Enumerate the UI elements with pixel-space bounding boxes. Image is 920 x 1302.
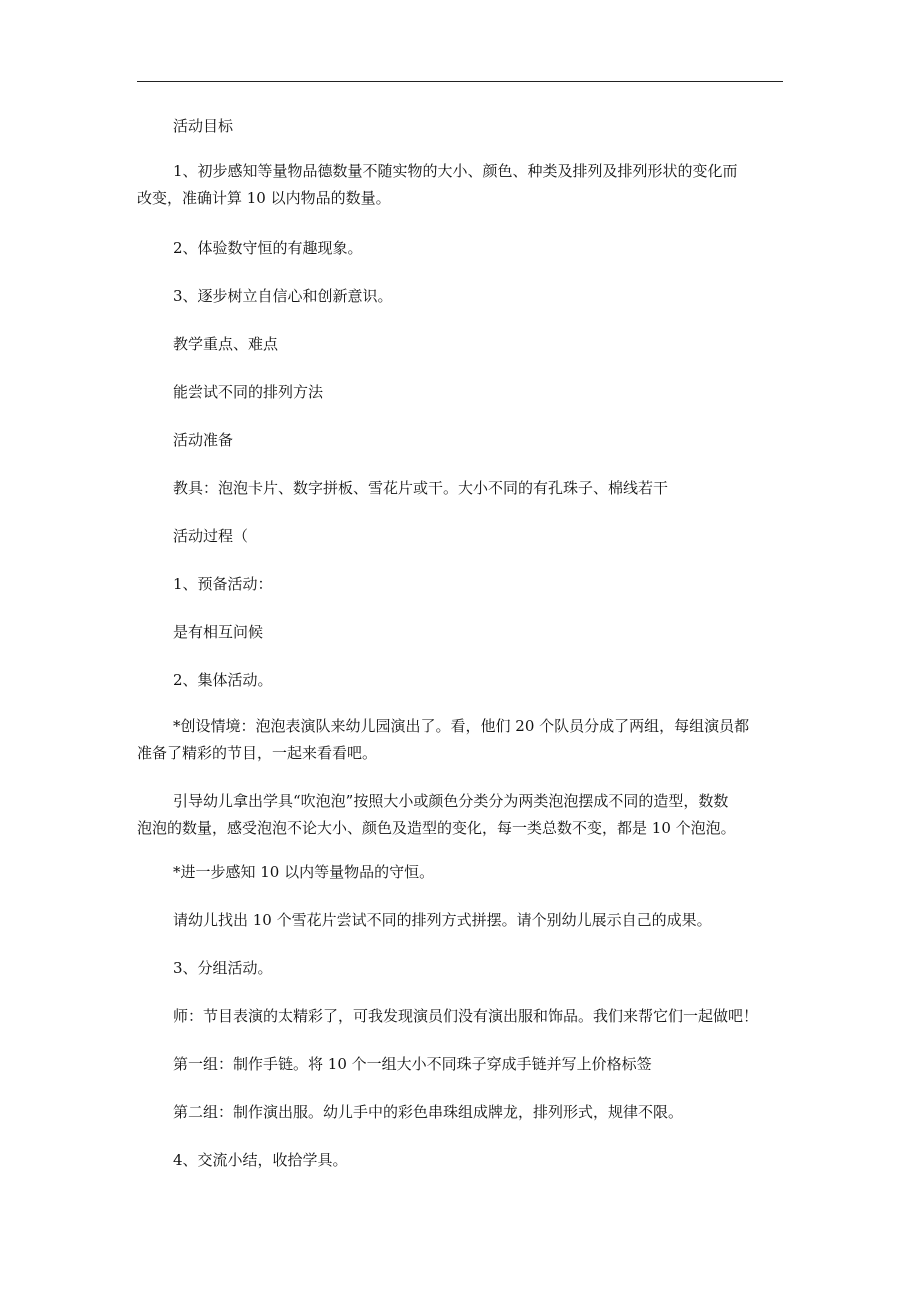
goal-1-line-1: 1、初步感知等量物品德数量不随实物的大小、颜色、种类及排列及排列形状的变化而 — [173, 162, 738, 180]
section-process-title: 活动过程（ — [173, 527, 249, 545]
step-1-text: 是有相互问候 — [173, 623, 264, 641]
goal-2: 2、体验数守恒的有趣现象。 — [173, 239, 363, 257]
step-3: 3、分组活动。 — [173, 959, 273, 977]
key-points-text: 能尝试不同的排列方法 — [173, 383, 324, 401]
snowflake-text: 请幼儿找出 10 个雪花片尝试不同的排列方式拼摆。请个别幼儿展示自己的成果。 — [173, 911, 712, 929]
step-1: 1、预备活动： — [173, 575, 273, 593]
guide-line-1: 引导幼儿拿出学具“吹泡泡”按照大小或颜色分类分为两类泡泡摆成不同的造型，数数 — [173, 792, 729, 810]
scenario-line-2: 准备了精彩的节目，一起来看看吧。 — [137, 744, 378, 762]
step-2: 2、集体活动。 — [173, 671, 273, 689]
scenario-line-1: *创设情境：泡泡表演队来幼儿园演出了。看，他们 20 个队员分成了两组，每组演员都 — [173, 717, 750, 735]
group-2-text: 第二组：制作演出服。幼儿手中的彩色串珠组成牌龙，排列形式，规律不限。 — [173, 1103, 684, 1121]
section-goals-title: 活动目标 — [173, 117, 234, 135]
further-text: *进一步感知 10 以内等量物品的守恒。 — [173, 863, 435, 881]
preparation-text: 教具：泡泡卡片、数字拼板、雪花片或干。大小不同的有孔珠子、棉线若干 — [173, 479, 669, 497]
guide-line-2: 泡泡的数量，感受泡泡不论大小、颜色及造型的变化，每一类总数不变，都是 10 个泡泡。 — [137, 819, 736, 837]
goal-3: 3、逐步树立自信心和创新意识。 — [173, 287, 393, 305]
header-rule — [137, 81, 783, 82]
guide-paragraph — [137, 788, 783, 842]
scenario-paragraph — [137, 713, 783, 767]
group-1-text: 第一组：制作手链。将 10 个一组大小不同珠子穿成手链并写上价格标签 — [173, 1055, 652, 1073]
section-key-points-title: 教学重点、难点 — [173, 335, 279, 353]
step-4: 4、交流小结，收拾学具。 — [173, 1151, 348, 1169]
goal-1-paragraph — [137, 158, 783, 212]
goal-1-line-2: 改变，准确计算 10 以内物品的数量。 — [137, 189, 391, 207]
teacher-text: 师：节目表演的太精彩了，可我发现演员们没有演出服和饰品。我们来帮它们一起做吧！ — [173, 1007, 759, 1025]
section-preparation-title: 活动准备 — [173, 431, 234, 449]
